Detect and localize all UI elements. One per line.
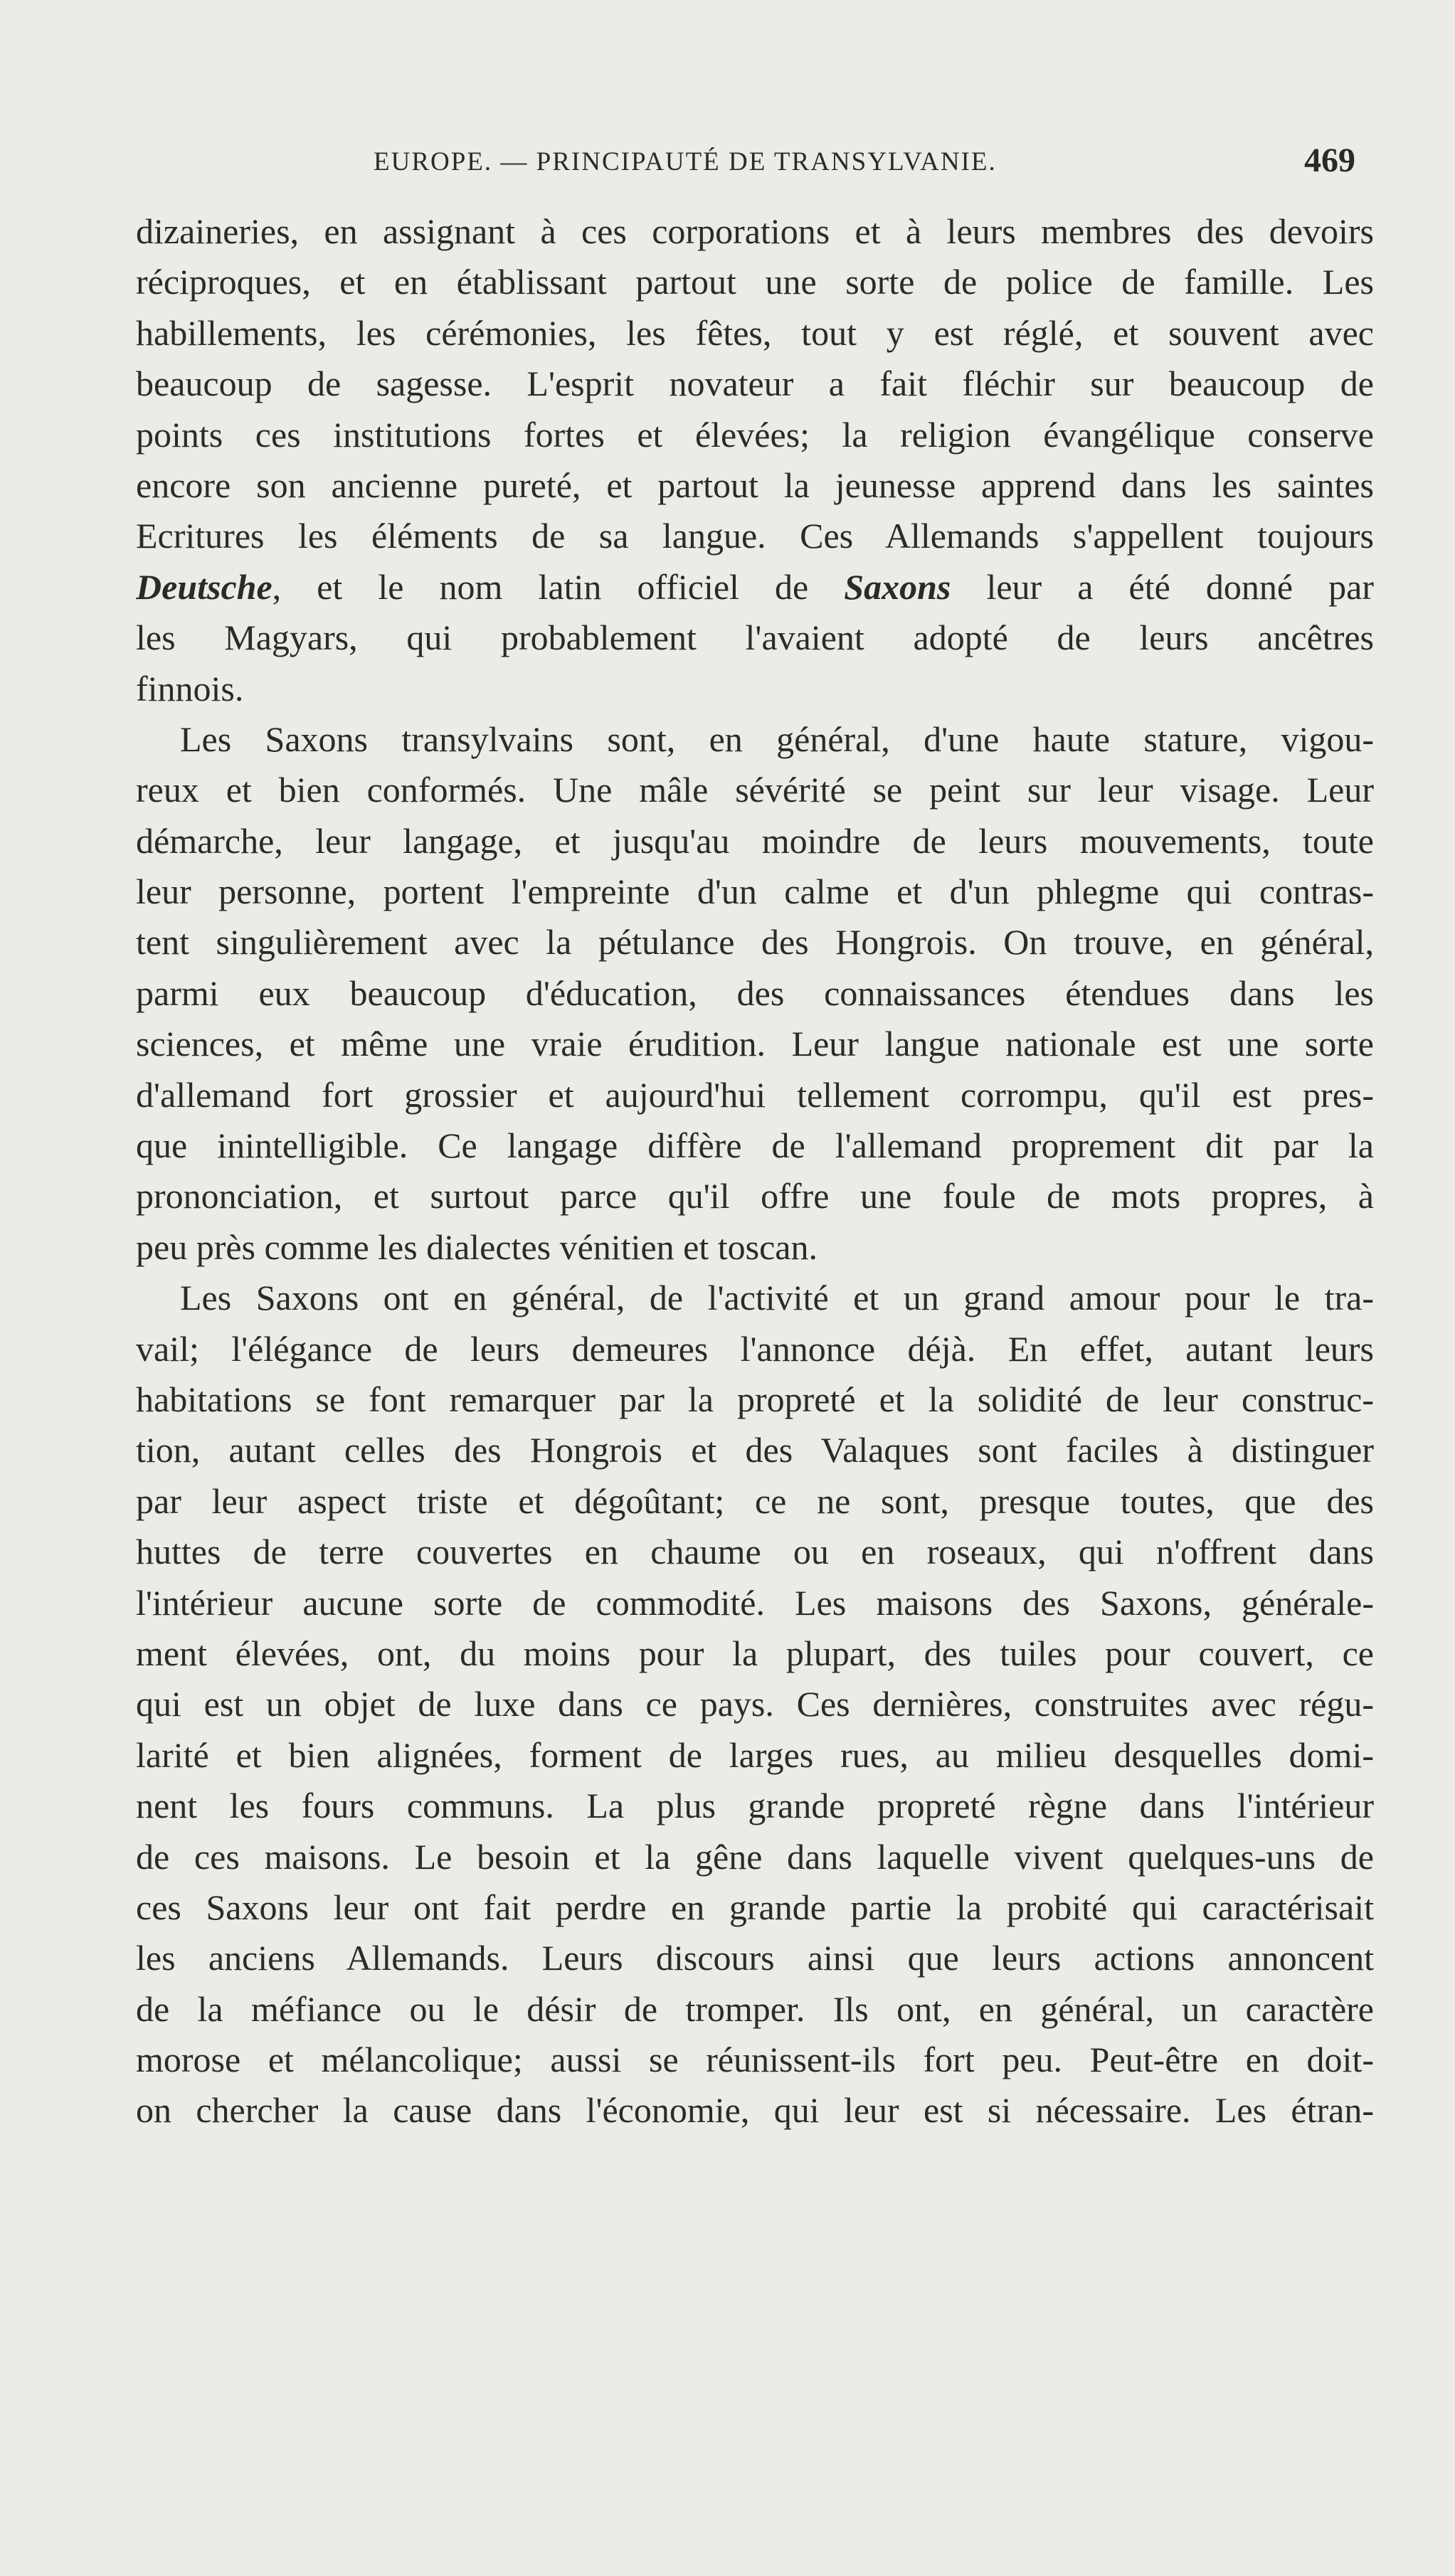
text-line: nent les fours communs. La plus grande propreté règne dans l'intérieur — [136, 1786, 1374, 1826]
text-line: reux et bien conformés. Une mâle sévérité se peint sur leur visage. Leur — [136, 770, 1374, 810]
text-line: beaucoup de sagesse. L'esprit novateur a fait fléchir sur beaucoup de — [136, 364, 1374, 404]
text-line: ces Saxons leur ont fait perdre en grande partie la probité qui caractérisait — [136, 1887, 1374, 1927]
text-line: de ces maisons. Le besoin et la gêne dans laquelle vivent quelques-uns de — [136, 1836, 1374, 1877]
text-line: huttes de terre couvertes en chaume ou en roseaux, qui n'offrent dans — [136, 1532, 1374, 1572]
text-line: habillements, les cérémonies, les fêtes, tout y est réglé, et souvent avec — [136, 312, 1374, 353]
text-line: larité et bien alignées, forment de larges rues, au milieu desquelles domi- — [136, 1734, 1374, 1775]
text-line: dizaineries, en assignant à ces corporations et à leurs membres des devoirs — [136, 211, 1374, 251]
text-line: vail; l'élégance de leurs demeures l'annonce déjà. En effet, autant leurs — [136, 1328, 1374, 1369]
page-number: 469 — [1304, 142, 1355, 179]
text-line: habitations se font remarquer par la propreté et la solidité de leur construc- — [136, 1379, 1374, 1419]
text-line: réciproques, et en établissant partout une sorte de police de famille. Les — [136, 262, 1374, 302]
text-line: sciences, et même une vraie érudition. Leur langue nationale est une sorte — [136, 1024, 1374, 1064]
running-head: EUROPE. — PRINCIPAUTÉ DE TRANSYLVANIE. — [374, 147, 997, 176]
text-line: l'intérieur aucune sorte de commodité. Les maisons des Saxons, générale- — [136, 1582, 1374, 1623]
text-line: Les Saxons ont en général, de l'activité et un grand amour pour le tra- — [180, 1278, 1374, 1318]
text-line: peu près comme les dialectes vénitien et toscan. — [136, 1226, 818, 1267]
text-line: d'allemand fort grossier et aujourd'hui tellement corrompu, qu'il est pres- — [136, 1074, 1374, 1115]
text-line: par leur aspect triste et dégoûtant; ce ne sont, presque toutes, que des — [136, 1480, 1374, 1521]
text-line: leur personne, portent l'empreinte d'un calme et d'un phlegme qui contras- — [136, 871, 1374, 912]
text-line: encore son ancienne pureté, et partout la jeunesse apprend dans les saintes — [136, 465, 1374, 505]
text-line: on chercher la cause dans l'économie, qui leur est si nécessaire. Les étran- — [136, 2090, 1374, 2131]
text-segment: leur a été donné par — [951, 566, 1374, 607]
text-line: finnois. — [136, 668, 244, 709]
text-line: les Magyars, qui probablement l'avaient adopté de leurs ancêtres — [136, 618, 1374, 658]
text-line: prononciation, et surtout parce qu'il offre une foule de mots propres, à — [136, 1176, 1374, 1217]
text-line: qui est un objet de luxe dans ce pays. Ces dernières, construites avec régu- — [136, 1684, 1374, 1724]
text-line: ment élevées, ont, du moins pour la plupart, des tuiles pour couvert, ce — [136, 1633, 1374, 1673]
text-segment: , et le nom latin officiel de — [272, 566, 845, 607]
text-line: démarche, leur langage, et jusqu'au moindre de leurs mouvements, toute — [136, 820, 1374, 861]
text-line: Les Saxons transylvains sont, en général, d'une haute stature, vigou- — [180, 719, 1374, 759]
text-line: Ecritures les éléments de sa langue. Ces Allemands s'appellent toujours — [136, 516, 1374, 556]
text-line: que inintelligible. Ce langage diffère de l'allemand proprement dit par la — [136, 1125, 1374, 1166]
body-text — [136, 206, 1374, 2136]
text-line: tion, autant celles des Hongrois et des Valaques sont faciles à distinguer — [136, 1430, 1374, 1470]
page-header — [139, 141, 1370, 191]
text-line: les anciens Allemands. Leurs discours ainsi que leurs actions annoncent — [136, 1938, 1374, 1978]
italic-term: Saxons — [844, 566, 951, 607]
text-line: morose et mélancolique; aussi se réunissent-ils fort peu. Peut-être en doit- — [136, 2040, 1374, 2080]
text-line — [136, 562, 1374, 613]
text-line: parmi eux beaucoup d'éducation, des connaissances étendues dans les — [136, 972, 1374, 1013]
text-line: tent singulièrement avec la pétulance des Hongrois. On trouve, en général, — [136, 922, 1374, 963]
text-line: de la méfiance ou le désir de tromper. Ils ont, en général, un caractère — [136, 1988, 1374, 2029]
text-line: points ces institutions fortes et élevées; la religion évangélique conserve — [136, 414, 1374, 455]
italic-term: Deutsche — [136, 566, 273, 607]
